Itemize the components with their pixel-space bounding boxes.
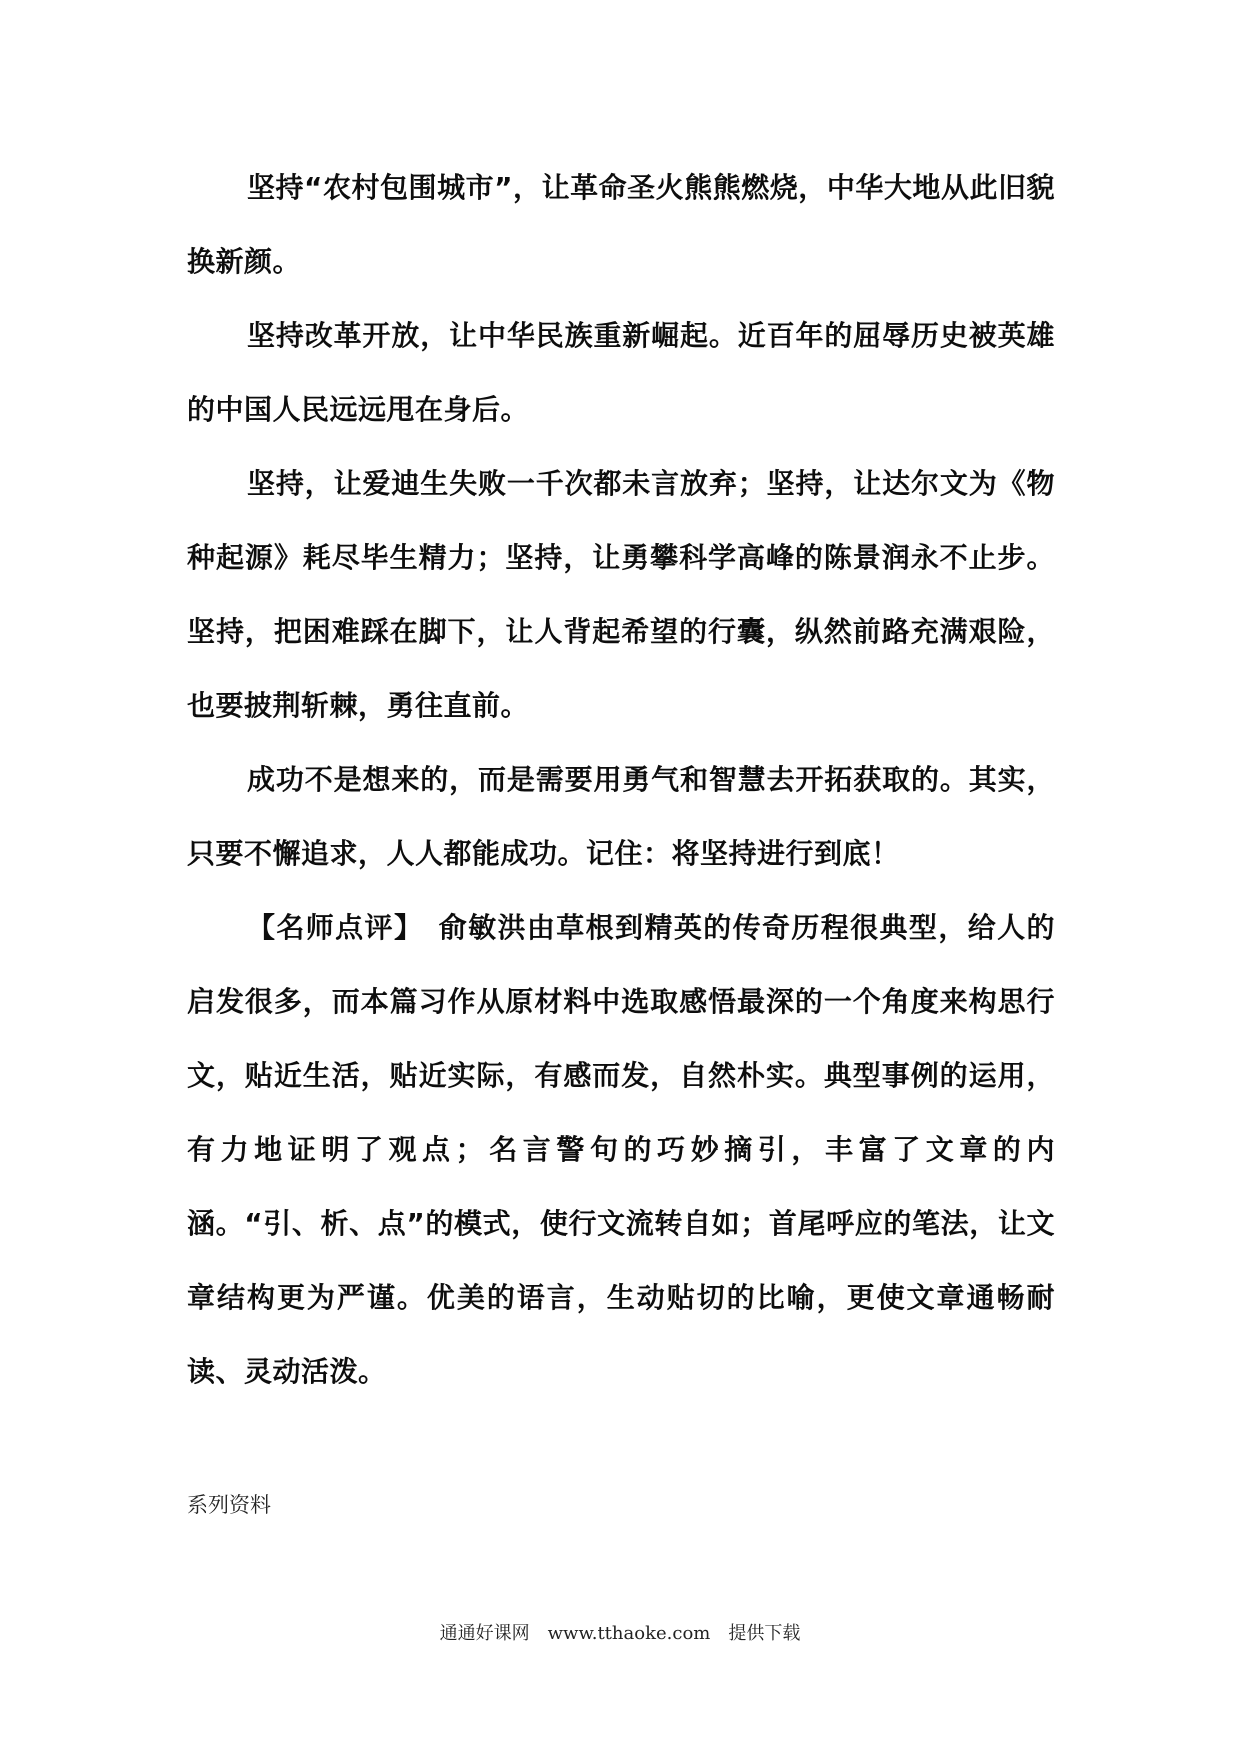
paragraph-success-conclusion: 成功不是想来的，而是需要用勇气和智慧去开拓获取的。其实，只要不懈追求，人人都能成功。记住：将坚持进行到底！ [187, 763, 1055, 870]
paragraph-rural-encircle-cities: 坚持“农村包围城市”，让革命圣火熊熊燃烧，中华大地从此旧貌换新颜。 [187, 171, 1055, 278]
paragraph-teacher-comment: 【名师点评】 俞敏洪由草根到精英的传奇历程很典型，给人的启发很多，而本篇习作从原材料中选取感悟最深的一个角度来构思行文，贴近生活，贴近实际，有感而发，自然朴实。典型事例的运用，有力地证明了观点；名言警句的巧妙摘引，丰富了文章的内涵。“引、析、点”的模式，使行文流转自如；首尾呼应的笔法，让文章结构更为严谨。优美的语言，生动贴切的比喻，更使文章通畅耐读、灵动活泼。 [187, 911, 1055, 1388]
series-label: 系列资料 [187, 1493, 271, 1517]
article-body [187, 151, 1055, 1409]
paragraph-reform-opening: 坚持改革开放，让中华民族重新崛起。近百年的屈辱历史被英雄的中国人民远远甩在身后。 [187, 319, 1055, 426]
page-footer: 通通好课网 www.tthaoke.com 提供下载 [439, 1623, 801, 1644]
paragraph-persistence-examples: 坚持，让爱迪生失败一千次都未言放弃；坚持，让达尔文为《物种起源》耗尽毕生精力；坚持，让勇攀科学高峰的陈景润永不止步。坚持，把困难踩在脚下，让人背起希望的行囊，纵然前路充满艰险，也要披荆斩棘，勇往直前。 [187, 467, 1055, 722]
